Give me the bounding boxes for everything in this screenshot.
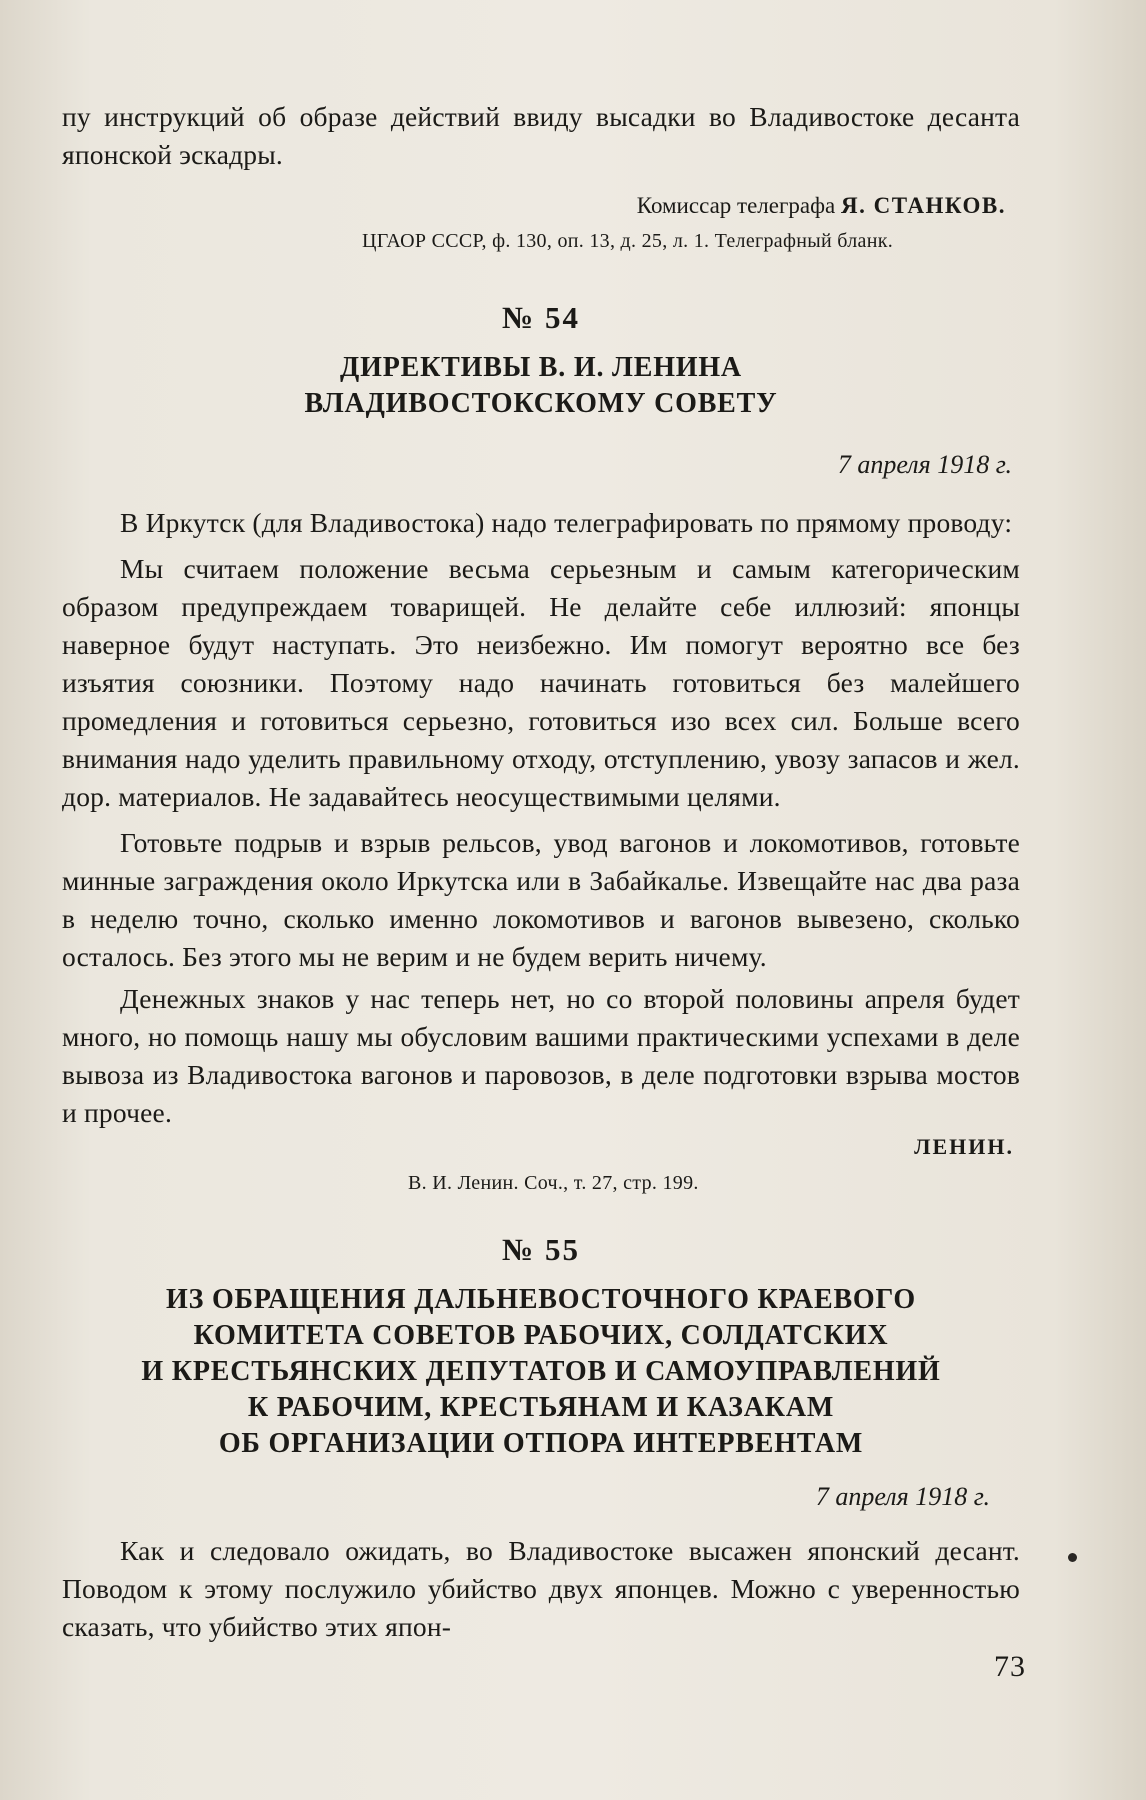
doc54-title-line2: ВЛАДИВОСТОКСКОМУ СОВЕТУ bbox=[304, 388, 778, 419]
doc55-title-line: ОБ ОРГАНИЗАЦИИ ОТПОРА ИНТЕРВЕНТАМ bbox=[218, 1428, 864, 1459]
doc53-signature bbox=[62, 190, 1020, 222]
doc53-signature-prefix: Комиссар телеграфа bbox=[636, 193, 841, 218]
doc55-number: № 55 bbox=[502, 1232, 580, 1267]
doc55-title-line: К РАБОЧИМ, КРЕСТЬЯНАМ И КАЗАКАМ bbox=[247, 1392, 835, 1423]
doc53-source: ЦГАОР СССР, ф. 130, оп. 13, д. 25, л. 1. Телеграфный бланк. bbox=[362, 230, 894, 252]
page-content bbox=[62, 98, 1020, 1646]
doc55-title bbox=[62, 1282, 1020, 1462]
print-speck bbox=[1068, 1553, 1077, 1562]
doc54-title-line1: ДИРЕКТИВЫ В. И. ЛЕНИНА bbox=[340, 352, 742, 383]
doc55-title-line: КОМИТЕТА СОВЕТОВ РАБОЧИХ, СОЛДАТСКИХ bbox=[193, 1320, 889, 1351]
doc55-date: 7 апреля 1918 г. bbox=[815, 1482, 990, 1511]
doc54-paragraph-1: В Иркутск (для Владивостока) надо телеграфировать по прямому проводу: bbox=[120, 507, 1013, 538]
doc54-date: 7 апреля 1918 г. bbox=[837, 450, 1012, 479]
doc53-signature-name: Я. СТАНКОВ. bbox=[840, 193, 1006, 218]
doc54-paragraph-2: Мы считаем положение весьма серьезным и самым категорическим образом предупреждаем товарищей. Не делайте себе иллюзий: японцы наверное будут наступать. Это неизбежно. Им помогут вероятно все без изъятия союзники. Поэтому надо начинать готовиться без малейшего промедления и готовиться серьезно, готовиться изо всех сил. Больше всего внимания надо уделить правильному отходу, отступлению, увозу запасов и жел. дор. материалов. Не задавайтесь неосуществимыми целями. bbox=[62, 553, 1020, 812]
doc55-title-line: ИЗ ОБРАЩЕНИЯ ДАЛЬНЕВОСТОЧНОГО КРАЕВОГО bbox=[166, 1284, 916, 1315]
doc55-paragraph: Как и следовало ожидать, во Владивостоке высажен японский десант. Поводом к этому послужило убийство двух японцев. Можно с уверенностью сказать, что убийство этих япон- bbox=[62, 1535, 1020, 1642]
page-number: 73 bbox=[994, 1650, 1026, 1683]
doc54-paragraph-3: Готовьте подрыв и взрыв рельсов, увод вагонов и локомотивов, готовьте минные заграждения около Иркутска или в Забайкалье. Извещайте нас два раза в неделю точно, сколько именно локомотивов и вагонов вывезено, сколько осталось. Без этого мы не верим и не будем верить ничему. bbox=[62, 827, 1020, 972]
doc54-paragraph-4: Денежных знаков у нас теперь нет, но со второй половины апреля будет много, но помощь нашу мы обусловим вашими практическими успехами в деле вывоза из Владивостока вагонов и паровозов, в деле подготовки взрыва мостов и прочее. bbox=[62, 983, 1020, 1128]
doc53-continuation: пу инструкций об образе действий ввиду высадки во Владивостоке десанта японской эскадры. bbox=[62, 101, 1020, 170]
doc54-signature: ЛЕНИН. bbox=[914, 1134, 1014, 1159]
doc54-number: № 54 bbox=[502, 300, 580, 335]
doc55-title-line: И КРЕСТЬЯНСКИХ ДЕПУТАТОВ И САМОУПРАВЛЕНИЙ bbox=[141, 1356, 941, 1387]
doc54-source: В. И. Ленин. Соч., т. 27, стр. 199. bbox=[408, 1172, 699, 1194]
